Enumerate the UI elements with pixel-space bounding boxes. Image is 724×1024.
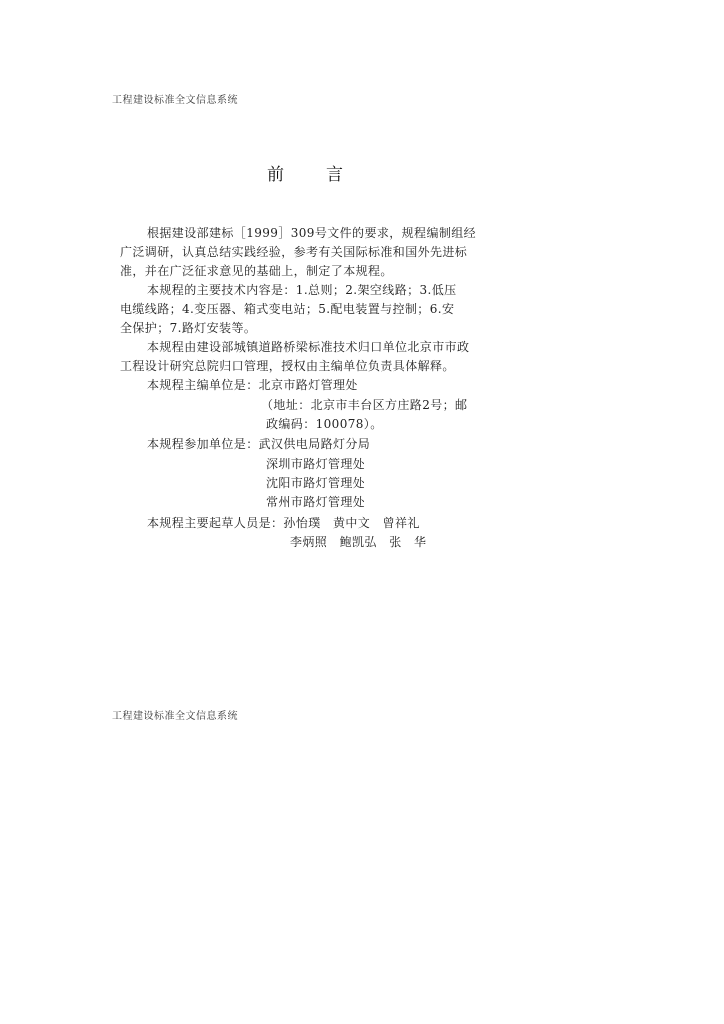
paragraph-line: 工程设计研究总院归口管理，授权由主编单位负责具体解释。: [120, 359, 455, 373]
paragraph-line: 广泛调研，认真总结实践经验，参考有关国际标准和国外先进标: [120, 245, 468, 259]
paragraph-line: 本规程由建设部城镇道路桥梁标准技术归口单位北京市市政: [147, 340, 470, 354]
running-footer: 工程建设标准全文信息系统: [112, 711, 238, 722]
chief-editor-line: 本规程主编单位是：北京市路灯管理处: [147, 378, 358, 392]
participant-line: 深圳市路灯管理处: [266, 457, 366, 471]
participant-line: 沈阳市路灯管理处: [266, 476, 366, 490]
paragraph-line: 电缆线路；4.变压器、箱式变电站；5.配电装置与控制；6.安: [120, 302, 455, 316]
drafter-line: 李炳照 鲍凯弘 张 华: [290, 535, 427, 549]
postcode-line: 政编码：100078）。: [266, 417, 383, 431]
running-header: 工程建设标准全文信息系统: [112, 95, 238, 106]
paragraph-line: 准，并在广泛征求意见的基础上，制定了本规程。: [120, 264, 393, 278]
paragraph-line: 根据建设部建标［1999］309号文件的要求，规程编制组经: [147, 226, 477, 240]
address-line: （地址：北京市丰台区方庄路2号；邮: [261, 398, 468, 412]
drafter-line: 本规程主要起草人员是：孙怡璞 黄中文 曾祥礼: [147, 516, 420, 530]
paragraph-line: 全保护；7.路灯安装等。: [120, 321, 257, 335]
participant-line: 本规程参加单位是：武汉供电局路灯分局: [147, 437, 371, 451]
participant-line: 常州市路灯管理处: [266, 495, 366, 509]
paragraph-line: 本规程的主要技术内容是：1.总则；2.架空线路；3.低压: [147, 283, 457, 297]
page-title: 前言: [267, 165, 385, 185]
